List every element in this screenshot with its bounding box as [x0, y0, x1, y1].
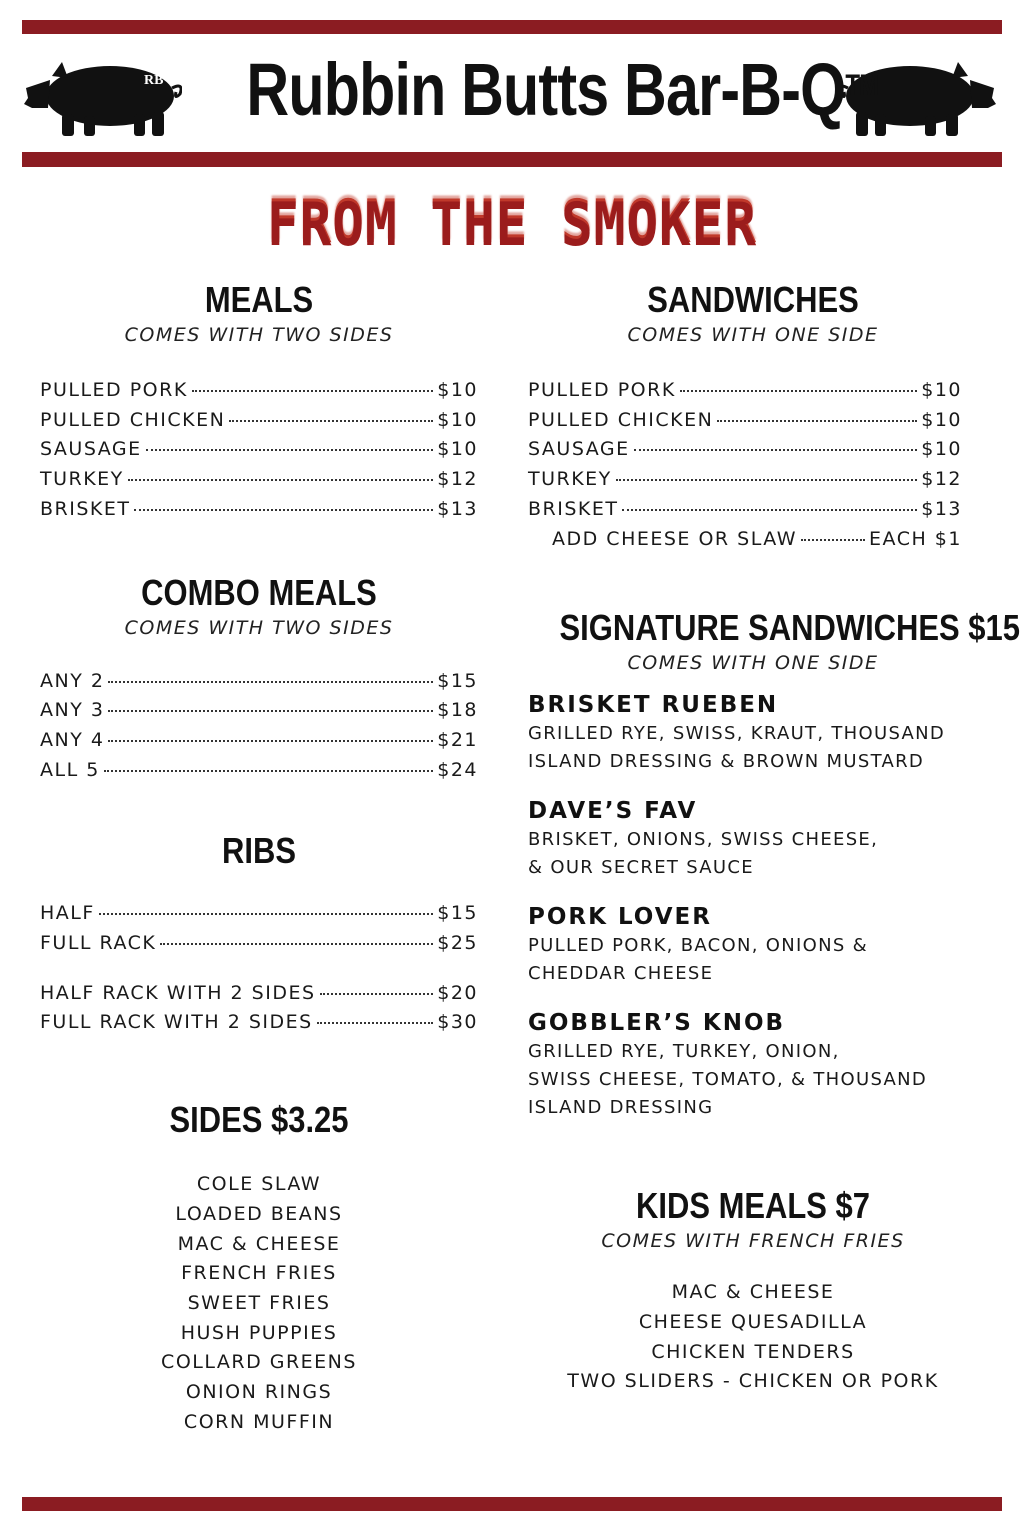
menu-item: BRISKET $13 — [40, 497, 478, 520]
section-subtitle: COMES WITH TWO SIDES — [124, 616, 394, 639]
price-list — [40, 667, 478, 786]
item-description: PULLED PORK, BACON, ONIONS & CHEDDAR CHEESE — [528, 935, 868, 985]
menu-item: HALF $15 — [40, 902, 478, 925]
section-title: SIGNATURE SANDWICHES $15 — [559, 607, 1020, 649]
list-item: COLLARD GREENS — [161, 1351, 357, 1374]
section-subtitle: COMES WITH ONE SIDE — [627, 652, 879, 675]
list-item: MAC & CHEESE — [177, 1232, 341, 1255]
menu-item: ANY 2 $15 — [40, 669, 478, 692]
section-title: MEALS — [204, 279, 314, 320]
section-subtitle: COMES WITH ONE SIDE — [627, 324, 879, 346]
menu-item: PULLED PORK $10 — [40, 379, 478, 401]
item-description: GRILLED RYE, TURKEY, ONION, SWISS CHEESE, TOMATO, & THOUSAND ISLAND DRESSING — [528, 1041, 928, 1119]
sides-section — [40, 1098, 478, 1437]
menu-item: HALF RACK WITH 2 SIDES $20 — [40, 981, 478, 1004]
addon-item: ADD CHEESE OR SLAW EACH $1 — [552, 527, 962, 550]
sides-list — [40, 1170, 478, 1437]
menu-item: SAUSAGE $10 — [528, 438, 962, 461]
list-item: LOADED BEANS — [175, 1202, 343, 1225]
menu-item: BRISKET $13 — [528, 497, 962, 520]
signature-item — [528, 1008, 978, 1122]
list-item: TWO SLIDERS - CHICKEN OR PORK — [567, 1370, 939, 1393]
list-item: HUSH PUPPIES — [180, 1321, 338, 1344]
signature-item — [528, 796, 978, 882]
top-rule — [22, 20, 1002, 34]
signature-item — [528, 902, 978, 988]
kids-list — [528, 1278, 978, 1397]
list-item: ONION RINGS — [185, 1381, 333, 1404]
section-subtitle: COMES WITH TWO SIDES — [124, 324, 394, 346]
section-subtitle: COMES WITH FRENCH FRIES — [601, 1230, 905, 1253]
menu-item: ANY 4 $21 — [40, 728, 478, 751]
bottom-rule — [22, 1497, 1002, 1511]
menu-item: TURKEY $12 — [528, 468, 962, 491]
menu-item: TURKEY $12 — [40, 468, 478, 491]
list-item: CHEESE QUESADILLA — [638, 1310, 868, 1333]
menu-item: ANY 3 $18 — [40, 699, 478, 722]
list-item: MAC & CHEESE — [671, 1281, 835, 1304]
item-name: BRISKET RUEBEN — [528, 692, 779, 719]
section-title: KIDS MEALS $7 — [636, 1185, 870, 1227]
item-description: GRILLED RYE, SWISS, KRAUT, THOUSAND ISLAND DRESSING & BROWN MUSTARD — [528, 723, 946, 773]
item-name: DAVE’S FAV — [528, 798, 698, 825]
menu-item: FULL RACK WITH 2 SIDES $30 — [40, 1011, 478, 1034]
signature-item — [528, 690, 978, 776]
menu-item: PULLED CHICKEN $10 — [528, 408, 962, 431]
menu-item: FULL RACK $25 — [40, 932, 478, 955]
list-item: COLE SLAW — [196, 1173, 322, 1196]
right-column — [528, 278, 1020, 1397]
list-item: CHICKEN TENDERS — [651, 1340, 855, 1363]
item-description: BRISKET, ONIONS, SWISS CHEESE, & OUR SECRET SAUCE — [528, 829, 879, 879]
price-list — [528, 376, 962, 554]
brand-title: Rubbin Butts Bar-B-Q™ — [246, 48, 879, 131]
left-column — [40, 278, 478, 1437]
header-rule — [22, 152, 1002, 167]
svg-text:RB: RB — [144, 73, 164, 88]
list-item: CORN MUFFIN — [183, 1410, 335, 1433]
item-name: GOBBLER’S KNOB — [528, 1010, 786, 1037]
sandwiches-section — [528, 278, 978, 554]
price-list — [40, 899, 478, 1038]
item-name: PORK LOVER — [528, 904, 712, 931]
menu-item: PULLED CHICKEN $10 — [40, 408, 478, 431]
ribs-section — [40, 829, 478, 1038]
menu-item: ALL 5 $24 — [40, 758, 478, 781]
list-item: FRENCH FRIES — [181, 1262, 337, 1285]
section-title: RIBS — [222, 830, 296, 872]
menu-item: SAUSAGE $10 — [40, 438, 478, 461]
meals-section — [40, 278, 478, 525]
menu-subtitle: FROM THE SMOKER — [266, 190, 758, 260]
section-title: SANDWICHES — [647, 279, 859, 320]
list-item: SWEET FRIES — [187, 1291, 331, 1314]
signature-sandwiches-section — [528, 606, 1020, 1122]
kids-meals-section — [528, 1184, 978, 1397]
pig-logo-icon — [22, 52, 182, 142]
menu-item: PULLED PORK $10 — [528, 379, 962, 401]
combo-meals-section — [40, 571, 478, 786]
section-title: COMBO MEALS — [141, 571, 377, 613]
price-list — [40, 376, 478, 525]
section-title: SIDES $3.25 — [169, 1099, 349, 1141]
